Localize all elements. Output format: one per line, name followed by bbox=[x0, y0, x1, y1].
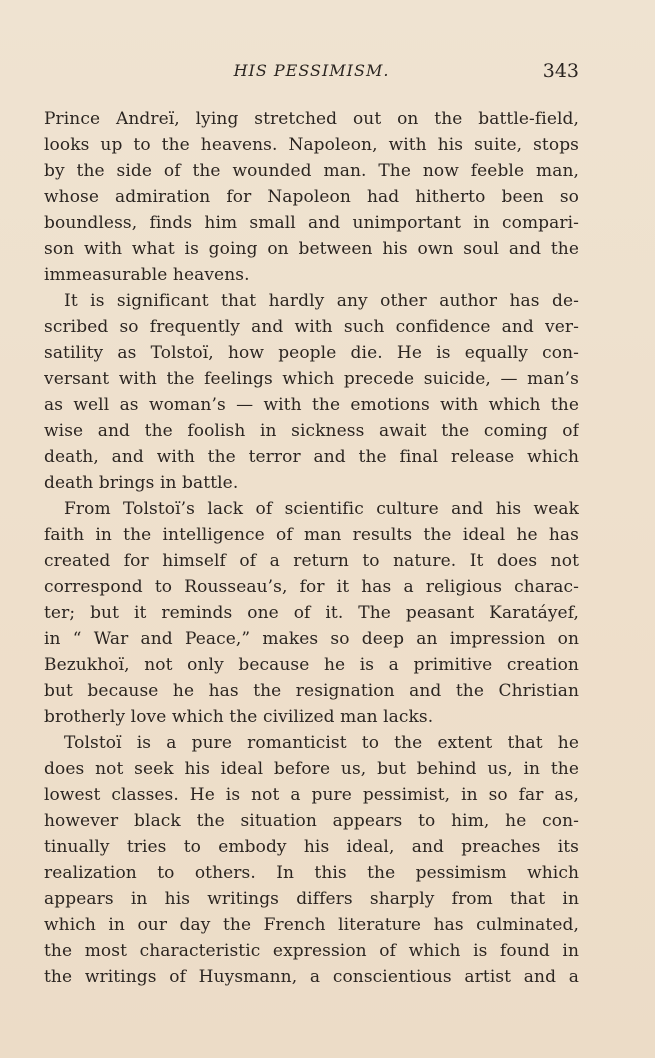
text-line: by the side of the wounded man. The now feeble man, bbox=[44, 161, 579, 181]
paragraph-first-line: It is significant that hardly any other author has de- bbox=[64, 291, 579, 311]
text-line: however black the situation appears to him, he con- bbox=[44, 811, 579, 831]
text-line: lowest classes. He is not a pure pessimist, in so far as, bbox=[44, 785, 579, 805]
body-text bbox=[44, 106, 579, 990]
text-line: correspond to Rousseau’s, for it has a religious charac- bbox=[44, 577, 579, 597]
paragraph-first-line: From Tolstoï’s lack of scientific culture and his weak bbox=[64, 499, 579, 519]
text-line: wise and the foolish in sickness await the coming of bbox=[44, 421, 579, 441]
text-line: death, and with the terror and the final release which bbox=[44, 447, 579, 467]
text-line: does not seek his ideal before us, but behind us, in the bbox=[44, 759, 579, 779]
text-line: which in our day the French literature has culminated, bbox=[44, 915, 579, 935]
text-line: son with what is going on between his own soul and the bbox=[44, 239, 579, 259]
text-line: Prince Andreï, lying stretched out on the battle-field, bbox=[44, 109, 579, 129]
text-line: brotherly love which the civilized man lacks. bbox=[44, 707, 434, 727]
text-line: realization to others. In this the pessimism which bbox=[44, 863, 579, 883]
text-line: Bezukhoï, not only because he is a primitive creation bbox=[44, 655, 579, 675]
text-line: satility as Tolstoï, how people die. He is equally con- bbox=[44, 343, 579, 363]
text-line: in “ War and Peace,” makes so deep an impression on bbox=[44, 629, 579, 649]
text-line: looks up to the heavens. Napoleon, with his suite, stops bbox=[44, 135, 579, 155]
text-line: as well as woman’s — with the emotions with which the bbox=[44, 395, 579, 415]
text-line: versant with the feelings which precede suicide, — man’s bbox=[44, 369, 579, 389]
text-line: death brings in battle. bbox=[44, 473, 239, 493]
text-line: boundless, finds him small and unimportant in compari- bbox=[44, 213, 579, 233]
text-line: appears in his writings differs sharply from that in bbox=[44, 889, 579, 909]
text-line: ter; but it reminds one of it. The peasant Karatáyef, bbox=[44, 603, 579, 623]
running-title: HIS PESSIMISM. bbox=[233, 61, 390, 80]
text-line: created for himself of a return to nature. It does not bbox=[44, 551, 579, 571]
paragraph-first-line: Tolstoï is a pure romanticist to the extent that he bbox=[64, 733, 579, 753]
page-number: 343 bbox=[542, 60, 579, 82]
text-line: tinually tries to embody his ideal, and preaches its bbox=[44, 837, 579, 857]
text-line: immeasurable heavens. bbox=[44, 265, 250, 285]
text-line: faith in the intelligence of man results the ideal he has bbox=[44, 525, 579, 545]
text-line: the writings of Huysmann, a conscientious artist and a bbox=[44, 967, 579, 987]
text-line: but because he has the resignation and the Christian bbox=[44, 681, 579, 701]
page-header bbox=[44, 58, 579, 88]
text-line: scribed so frequently and with such confidence and ver- bbox=[44, 317, 579, 337]
text-line: the most characteristic expression of which is found in bbox=[44, 941, 579, 961]
text-line: whose admiration for Napoleon had hitherto been so bbox=[44, 187, 579, 207]
